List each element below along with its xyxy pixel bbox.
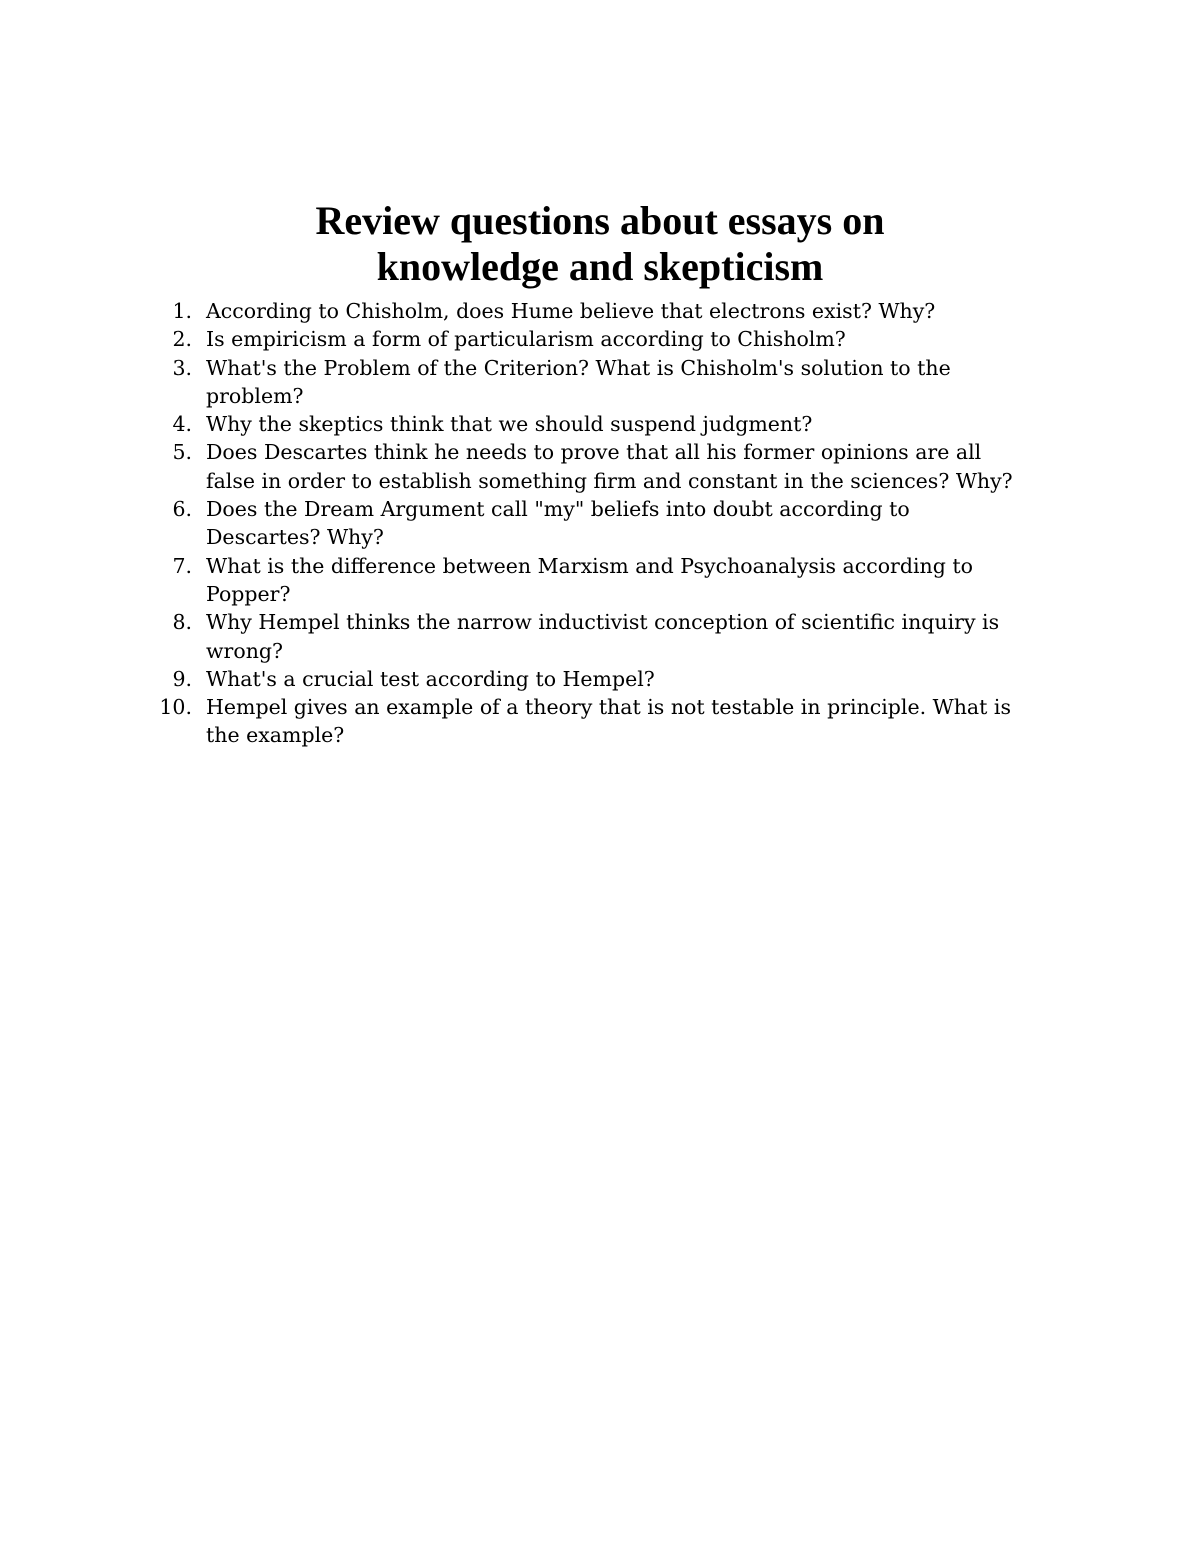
question-text: Does Descartes think he needs to prove that all his former opinions are all false in order to establish something firm and constant in the sciences? Why? <box>206 440 1013 493</box>
question-number: 3. <box>172 355 192 380</box>
list-item <box>150 495 1050 552</box>
question-number: 7. <box>172 553 192 578</box>
list-item <box>150 325 1050 353</box>
list-item <box>150 608 1050 665</box>
question-text: Why Hempel thinks the narrow inductivist conception of scientific inquiry is wrong? <box>206 610 1000 663</box>
list-item <box>150 297 1050 325</box>
question-text: What's the Problem of the Criterion? What is Chisholm's solution to the problem? <box>206 355 951 408</box>
question-number: 10. <box>159 695 192 720</box>
question-list <box>150 297 1050 750</box>
list-item <box>150 665 1050 693</box>
question-number: 2. <box>172 327 192 352</box>
list-item <box>150 410 1050 438</box>
list-item <box>150 693 1050 750</box>
question-text: Does the Dream Argument call "my" beliefs into doubt according to Descartes? Why? <box>206 497 910 550</box>
list-item <box>150 354 1050 411</box>
question-number: 6. <box>172 497 192 522</box>
page-title <box>150 198 1050 290</box>
question-number: 9. <box>172 666 192 691</box>
question-text: Hempel gives an example of a theory that is not testable in principle. What is the example? <box>206 695 1011 748</box>
title-line-2: knowledge and skepticism <box>376 244 824 289</box>
question-number: 4. <box>172 412 192 437</box>
question-text: What is the difference between Marxism and Psychoanalysis according to Popper? <box>206 553 973 606</box>
title-line-1: Review questions about essays on <box>315 198 885 243</box>
list-item <box>150 438 1050 495</box>
question-text: According to Chisholm, does Hume believe that electrons exist? Why? <box>206 299 936 323</box>
question-number: 5. <box>172 440 192 465</box>
question-text: What's a crucial test according to Hempel? <box>206 666 655 691</box>
question-text: Is empiricism a form of particularism according to Chisholm? <box>206 327 846 352</box>
question-text: Why the skeptics think that we should suspend judgment? <box>206 412 813 437</box>
question-number: 1. <box>172 299 192 323</box>
list-item <box>150 552 1050 609</box>
question-number: 8. <box>172 610 192 635</box>
